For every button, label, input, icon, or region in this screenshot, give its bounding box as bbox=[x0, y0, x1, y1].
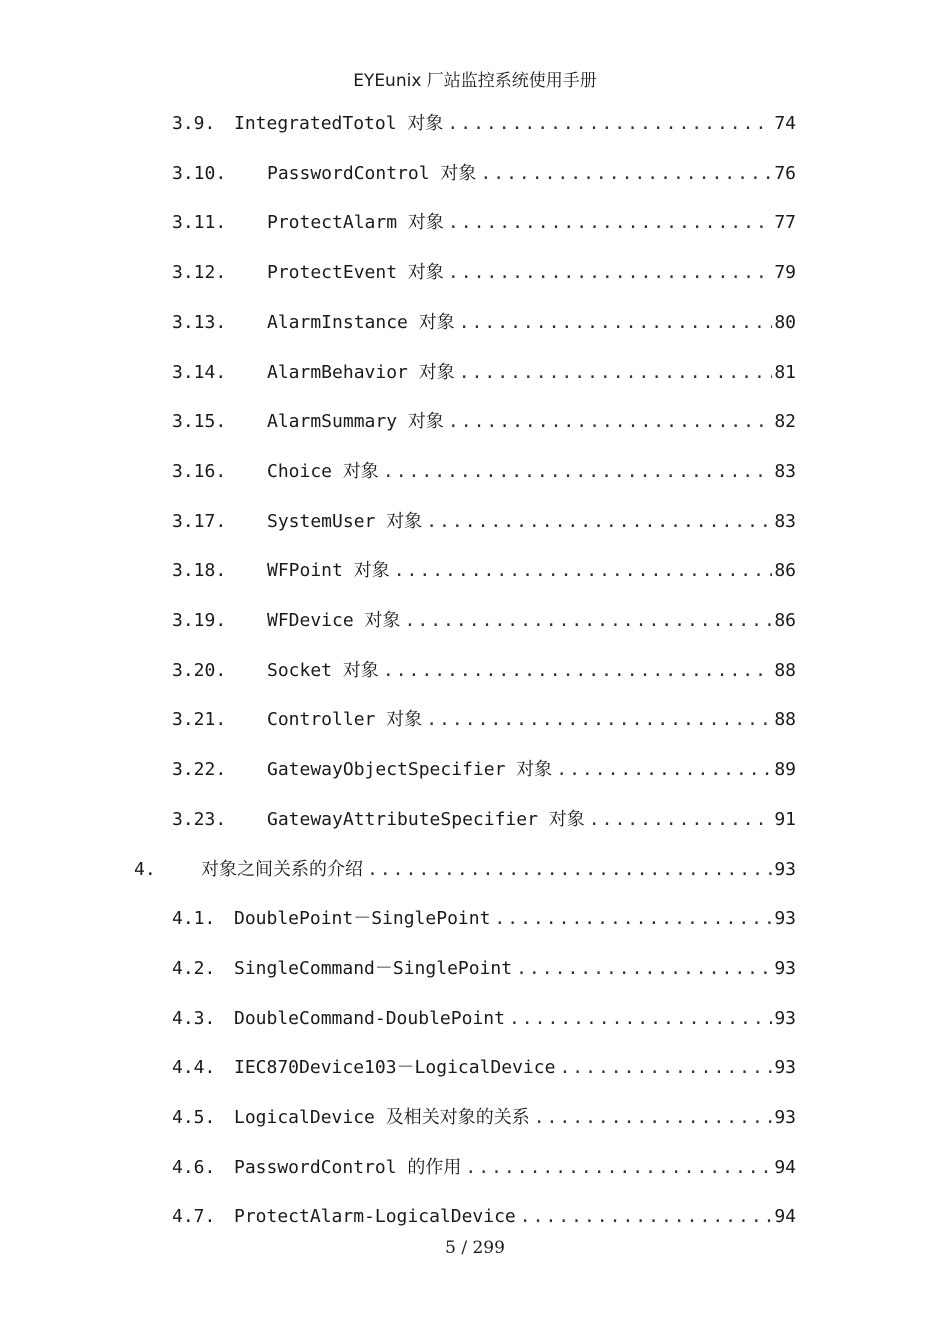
toc-entry-number: 4. bbox=[134, 858, 156, 880]
toc-entry-title: ProtectAlarm 对象 bbox=[267, 212, 444, 234]
toc-entry-page: 94 bbox=[774, 1156, 796, 1178]
toc-entry-number: 3.19. bbox=[172, 610, 227, 631]
toc-entry-title: Controller 对象 bbox=[267, 709, 423, 731]
toc-entry-number: 3.14. bbox=[172, 361, 227, 383]
toc-dot-leader bbox=[520, 1200, 773, 1234]
toc-dot-leader bbox=[516, 952, 772, 986]
toc-dot-leader bbox=[383, 455, 772, 489]
toc-entry[interactable] bbox=[172, 206, 796, 240]
toc-entry[interactable] bbox=[172, 505, 796, 539]
toc-entry-title: 对象之间关系的介绍 bbox=[201, 858, 363, 880]
toc-dot-leader bbox=[447, 107, 772, 141]
toc-entry-number: 3.16. bbox=[172, 460, 227, 482]
toc-entry-page: 82 bbox=[774, 411, 796, 433]
toc-entry[interactable] bbox=[172, 1051, 796, 1085]
toc-dot-leader bbox=[480, 157, 772, 191]
toc-entry-title: LogicalDevice 及相关对象的关系 bbox=[234, 1107, 530, 1128]
toc-entry-number: 4.6. bbox=[172, 1156, 216, 1178]
toc-entry[interactable] bbox=[172, 356, 796, 390]
toc-entry-number: 3.20. bbox=[172, 659, 227, 681]
toc-entry[interactable] bbox=[172, 455, 796, 489]
toc-entry-title: DoubleCommand-DoublePoint bbox=[234, 1007, 505, 1029]
toc-dot-leader bbox=[556, 753, 772, 787]
toc-dot-leader bbox=[448, 256, 772, 290]
toc-entry-page: 80 bbox=[774, 311, 796, 333]
toc-entry[interactable] bbox=[172, 1200, 796, 1234]
toc-entry-title: ProtectAlarm-LogicalDevice bbox=[234, 1206, 516, 1228]
toc-entry-title: AlarmBehavior 对象 bbox=[267, 361, 455, 383]
toc-entry[interactable] bbox=[172, 952, 796, 986]
toc-entry-page: 93 bbox=[774, 1057, 796, 1079]
toc-entry[interactable] bbox=[172, 1101, 796, 1135]
toc-entry-title: ProtectEvent 对象 bbox=[267, 262, 444, 284]
toc-entry[interactable] bbox=[172, 1002, 796, 1036]
toc-entry[interactable] bbox=[172, 902, 796, 936]
toc-entry[interactable] bbox=[172, 306, 796, 340]
toc-entry-title: DoublePoint－SinglePoint bbox=[234, 908, 491, 930]
toc-entry-page: 77 bbox=[774, 212, 796, 234]
toc-entry[interactable] bbox=[172, 803, 796, 837]
toc-entry[interactable] bbox=[172, 405, 796, 439]
toc-entry-number: 3.12. bbox=[172, 262, 227, 284]
toc-entry-number: 3.21. bbox=[172, 709, 227, 731]
toc-entry-number: 4.1. bbox=[172, 908, 216, 930]
toc-entry-title: WFDevice 对象 bbox=[267, 610, 401, 631]
toc-entry-number: 3.23. bbox=[172, 808, 227, 830]
toc-dot-leader bbox=[405, 604, 773, 638]
toc-dot-leader bbox=[589, 803, 773, 837]
toc-entry-number: 3.15. bbox=[172, 411, 227, 433]
toc-entry[interactable] bbox=[172, 1151, 796, 1185]
toc-dot-leader bbox=[426, 703, 772, 737]
toc-entry[interactable] bbox=[172, 107, 796, 141]
toc-dot-leader bbox=[534, 1101, 773, 1135]
toc-dot-leader bbox=[459, 356, 773, 390]
toc-entry-page: 89 bbox=[774, 759, 796, 781]
toc-entry-title: PasswordControl 的作用 bbox=[234, 1156, 462, 1178]
toc-entry-page: 93 bbox=[774, 1007, 796, 1029]
page-header: EYEunix 厂站监控系统使用手册 bbox=[353, 71, 597, 91]
toc-entry-page: 93 bbox=[774, 1107, 796, 1128]
toc-dot-leader bbox=[367, 853, 772, 887]
toc-entry-number: 4.4. bbox=[172, 1057, 216, 1079]
toc-entry-number: 3.10. bbox=[172, 162, 227, 184]
page-number: 5 / 299 bbox=[445, 1238, 505, 1258]
toc-entry-title: SystemUser 对象 bbox=[267, 510, 423, 532]
toc-dot-leader bbox=[394, 554, 773, 588]
toc-entry-page: 81 bbox=[774, 361, 796, 383]
toc-entry[interactable] bbox=[134, 853, 796, 887]
toc-entry[interactable] bbox=[172, 554, 796, 588]
toc-dot-leader bbox=[509, 1002, 772, 1036]
toc-entry[interactable] bbox=[172, 157, 796, 191]
toc-entry-number: 4.5. bbox=[172, 1107, 216, 1128]
toc-entry[interactable] bbox=[172, 654, 796, 688]
toc-dot-leader bbox=[559, 1051, 772, 1085]
toc-dot-leader bbox=[448, 206, 772, 240]
toc-dot-leader bbox=[494, 902, 772, 936]
toc-entry-number: 3.13. bbox=[172, 311, 227, 333]
toc-dot-leader bbox=[383, 654, 772, 688]
toc-entry-title: Choice 对象 bbox=[267, 460, 379, 482]
toc-entry-title: AlarmInstance 对象 bbox=[267, 311, 455, 333]
toc-dot-leader bbox=[465, 1151, 772, 1185]
toc-entry-page: 79 bbox=[774, 262, 796, 284]
toc-entry-title: AlarmSummary 对象 bbox=[267, 411, 444, 433]
toc-entry-page: 93 bbox=[774, 858, 796, 880]
toc-entry-page: 86 bbox=[774, 560, 796, 582]
toc-entry-page: 91 bbox=[774, 808, 796, 830]
toc-dot-leader bbox=[426, 505, 772, 539]
toc-entry-title: IEC870Device103－LogicalDevice bbox=[234, 1057, 556, 1079]
toc-entry-page: 86 bbox=[774, 610, 796, 631]
toc-entry-page: 88 bbox=[774, 709, 796, 731]
toc-entry-page: 88 bbox=[774, 659, 796, 681]
toc-entry-page: 94 bbox=[774, 1206, 796, 1228]
toc-entry-number: 3.18. bbox=[172, 560, 227, 582]
toc-entry-page: 93 bbox=[774, 957, 796, 979]
toc-dot-leader bbox=[448, 405, 772, 439]
toc-entry-title: IntegratedTotol 对象 bbox=[234, 113, 444, 134]
toc-dot-leader bbox=[459, 306, 773, 340]
toc-entry[interactable] bbox=[172, 753, 796, 787]
toc-entry-page: 74 bbox=[774, 113, 796, 134]
toc-entry[interactable] bbox=[172, 604, 796, 638]
toc-entry-page: 83 bbox=[774, 510, 796, 532]
toc-entry-title: SingleCommand－SinglePoint bbox=[234, 957, 513, 979]
toc-entry-number: 4.7. bbox=[172, 1206, 216, 1228]
toc-entry-number: 3.17. bbox=[172, 510, 227, 532]
toc-entry-title: GatewayObjectSpecifier 对象 bbox=[267, 759, 553, 781]
toc-entry-number: 4.3. bbox=[172, 1007, 216, 1029]
toc-entry-title: WFPoint 对象 bbox=[267, 560, 390, 582]
toc-entry-title: Socket 对象 bbox=[267, 659, 379, 681]
toc-entry-number: 3.22. bbox=[172, 759, 227, 781]
toc-entry-title: GatewayAttributeSpecifier 对象 bbox=[267, 808, 585, 830]
toc-entry-number: 4.2. bbox=[172, 957, 216, 979]
toc-entry-number: 3.11. bbox=[172, 212, 227, 234]
toc-entry-page: 76 bbox=[774, 162, 796, 184]
toc-entry[interactable] bbox=[172, 256, 796, 290]
toc-entry-page: 83 bbox=[774, 460, 796, 482]
toc-entry[interactable] bbox=[172, 703, 796, 737]
toc-entry-title: PasswordControl 对象 bbox=[267, 162, 477, 184]
toc-entry-number: 3.9. bbox=[172, 113, 216, 134]
toc-entry-page: 93 bbox=[774, 908, 796, 930]
